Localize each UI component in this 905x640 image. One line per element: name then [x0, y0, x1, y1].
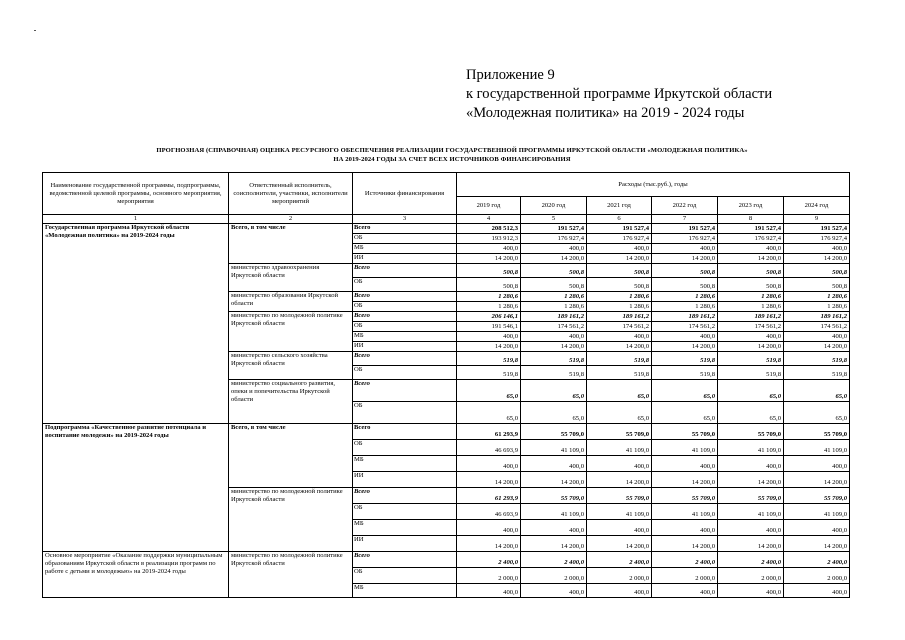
- value-cell: 65,0: [718, 380, 784, 402]
- program-name-cell: Подпрограмма «Качественное развитие потенциала и воспитание молодежи» на 2019-2024 годы: [43, 424, 229, 552]
- column-number: 7: [652, 215, 718, 224]
- value-cell: 46 693,9: [457, 440, 521, 456]
- value-cell: 41 109,0: [587, 504, 652, 520]
- executor-cell: Всего, в том числе: [229, 424, 353, 488]
- value-cell: 65,0: [587, 380, 652, 402]
- value-cell: 519,8: [457, 352, 521, 366]
- value-cell: 174 561,2: [587, 322, 652, 332]
- value-cell: 400,0: [784, 520, 850, 536]
- value-cell: 519,8: [587, 352, 652, 366]
- source-cell: ОБ: [353, 568, 457, 584]
- source-cell: ОБ: [353, 278, 457, 292]
- value-cell: 55 709,0: [652, 488, 718, 504]
- value-cell: 14 200,0: [652, 472, 718, 488]
- table-row: [43, 224, 850, 234]
- value-cell: 55 709,0: [587, 488, 652, 504]
- table-row: [43, 552, 850, 568]
- value-cell: 1 280,6: [457, 292, 521, 302]
- value-cell: 65,0: [587, 402, 652, 424]
- funding-table: [42, 172, 850, 598]
- value-cell: 2 400,0: [784, 552, 850, 568]
- value-cell: 519,8: [652, 366, 718, 380]
- executor-cell: министерство по молодежной политике Иркутской области: [229, 312, 353, 352]
- source-cell: Всего: [353, 224, 457, 234]
- value-cell: 400,0: [718, 332, 784, 342]
- value-cell: 2 400,0: [718, 552, 784, 568]
- value-cell: 400,0: [521, 456, 587, 472]
- header-year: 2019 год: [457, 197, 521, 215]
- source-cell: ОБ: [353, 366, 457, 380]
- header-executor: Ответственный исполнитель, соисполнители, участники, исполнители мероприятий: [229, 173, 353, 215]
- value-cell: 176 927,4: [784, 234, 850, 244]
- source-cell: Всего: [353, 292, 457, 302]
- value-cell: 65,0: [521, 380, 587, 402]
- value-cell: 65,0: [718, 402, 784, 424]
- value-cell: 174 561,2: [718, 322, 784, 332]
- appendix-line-2: к государственной программе Иркутской области: [466, 86, 773, 102]
- value-cell: 519,8: [784, 352, 850, 366]
- value-cell: 14 200,0: [521, 254, 587, 264]
- executor-cell: министерство социального развития, опеки и попечительства Иркутской области: [229, 380, 353, 424]
- value-cell: 400,0: [718, 584, 784, 598]
- value-cell: 1 280,6: [587, 302, 652, 312]
- value-cell: 174 561,2: [521, 322, 587, 332]
- value-cell: 55 709,0: [587, 424, 652, 440]
- value-cell: 1 280,6: [521, 302, 587, 312]
- value-cell: 176 927,4: [587, 234, 652, 244]
- value-cell: 400,0: [457, 520, 521, 536]
- source-cell: ОБ: [353, 322, 457, 332]
- value-cell: 1 280,6: [652, 302, 718, 312]
- value-cell: 208 512,3: [457, 224, 521, 234]
- value-cell: 14 200,0: [784, 342, 850, 352]
- value-cell: 400,0: [784, 244, 850, 254]
- value-cell: 14 200,0: [784, 536, 850, 552]
- value-cell: 41 109,0: [521, 440, 587, 456]
- value-cell: 400,0: [652, 584, 718, 598]
- value-cell: 41 109,0: [718, 440, 784, 456]
- source-cell: ИИ: [353, 342, 457, 352]
- value-cell: 189 161,2: [718, 312, 784, 322]
- value-cell: 2 000,0: [587, 568, 652, 584]
- value-cell: 1 280,6: [718, 292, 784, 302]
- value-cell: 191 527,4: [587, 224, 652, 234]
- value-cell: 55 709,0: [521, 488, 587, 504]
- value-cell: 14 200,0: [652, 254, 718, 264]
- value-cell: 41 109,0: [652, 504, 718, 520]
- value-cell: 55 709,0: [784, 488, 850, 504]
- source-cell: Всего: [353, 424, 457, 440]
- source-cell: ОБ: [353, 402, 457, 424]
- value-cell: 2 000,0: [784, 568, 850, 584]
- column-number: 4: [457, 215, 521, 224]
- value-cell: 2 400,0: [457, 552, 521, 568]
- header-expenses: Расходы (тыс.руб.), годы: [457, 173, 850, 197]
- value-cell: 2 000,0: [718, 568, 784, 584]
- value-cell: 1 280,6: [718, 302, 784, 312]
- header-source: Источники финансирования: [353, 173, 457, 215]
- value-cell: 61 293,9: [457, 424, 521, 440]
- value-cell: 400,0: [457, 456, 521, 472]
- value-cell: 400,0: [587, 584, 652, 598]
- source-cell: МБ: [353, 520, 457, 536]
- value-cell: 519,8: [521, 366, 587, 380]
- value-cell: 400,0: [457, 584, 521, 598]
- value-cell: 41 109,0: [652, 440, 718, 456]
- value-cell: 400,0: [521, 520, 587, 536]
- value-cell: 55 709,0: [521, 424, 587, 440]
- value-cell: 2 400,0: [587, 552, 652, 568]
- value-cell: 2 400,0: [652, 552, 718, 568]
- value-cell: 65,0: [457, 380, 521, 402]
- value-cell: 174 561,2: [784, 322, 850, 332]
- value-cell: 41 109,0: [718, 504, 784, 520]
- source-cell: Всего: [353, 264, 457, 278]
- value-cell: 400,0: [521, 584, 587, 598]
- value-cell: 14 200,0: [587, 342, 652, 352]
- value-cell: 400,0: [718, 520, 784, 536]
- value-cell: 400,0: [521, 244, 587, 254]
- value-cell: 41 109,0: [784, 440, 850, 456]
- source-cell: ОБ: [353, 504, 457, 520]
- value-cell: 400,0: [718, 456, 784, 472]
- executor-cell: министерство образования Иркутской области: [229, 292, 353, 312]
- program-name-cell: Государственная программа Иркутской области «Молодежная политика» на 2019-2024 годы: [43, 224, 229, 424]
- value-cell: 41 109,0: [521, 504, 587, 520]
- value-cell: 400,0: [652, 332, 718, 342]
- value-cell: 189 161,2: [652, 312, 718, 322]
- table-row: [43, 424, 850, 440]
- source-cell: ОБ: [353, 302, 457, 312]
- appendix-line-3: «Молодежная политика» на 2019 - 2024 годы: [466, 105, 745, 121]
- value-cell: 191 546,1: [457, 322, 521, 332]
- column-number: 5: [521, 215, 587, 224]
- value-cell: 500,8: [784, 264, 850, 278]
- value-cell: 191 527,4: [652, 224, 718, 234]
- value-cell: 14 200,0: [521, 536, 587, 552]
- value-cell: 41 109,0: [587, 440, 652, 456]
- value-cell: 191 527,4: [718, 224, 784, 234]
- column-number: 8: [718, 215, 784, 224]
- value-cell: 500,8: [652, 278, 718, 292]
- value-cell: 519,8: [784, 366, 850, 380]
- header-year: 2021 год: [587, 197, 652, 215]
- value-cell: 2 000,0: [652, 568, 718, 584]
- column-number: 6: [587, 215, 652, 224]
- value-cell: 14 200,0: [652, 536, 718, 552]
- value-cell: 500,8: [587, 264, 652, 278]
- value-cell: 500,8: [587, 278, 652, 292]
- document-title-line-2: НА 2019-2024 ГОДЫ ЗА СЧЕТ ВСЕХ ИСТОЧНИКОВ ФИНАНСИРОВАНИЯ: [333, 156, 571, 163]
- executor-cell: министерство здравоохранения Иркутской области: [229, 264, 353, 292]
- value-cell: 14 200,0: [718, 342, 784, 352]
- source-cell: МБ: [353, 332, 457, 342]
- value-cell: 1 280,6: [587, 292, 652, 302]
- value-cell: 400,0: [784, 332, 850, 342]
- source-cell: Всего: [353, 380, 457, 402]
- source-cell: МБ: [353, 456, 457, 472]
- value-cell: 519,8: [521, 352, 587, 366]
- value-cell: 500,8: [521, 278, 587, 292]
- value-cell: 176 927,4: [652, 234, 718, 244]
- value-cell: 206 146,1: [457, 312, 521, 322]
- value-cell: 500,8: [521, 264, 587, 278]
- executor-cell: министерство по молодежной политике Иркутской области: [229, 488, 353, 552]
- value-cell: 65,0: [521, 402, 587, 424]
- column-number: 9: [784, 215, 850, 224]
- column-number: 1: [43, 215, 229, 224]
- value-cell: 55 709,0: [718, 488, 784, 504]
- value-cell: 65,0: [652, 380, 718, 402]
- value-cell: 519,8: [457, 366, 521, 380]
- value-cell: 14 200,0: [457, 536, 521, 552]
- column-number: 2: [229, 215, 353, 224]
- executor-cell: министерство сельского хозяйства Иркутской области: [229, 352, 353, 380]
- source-cell: Всего: [353, 488, 457, 504]
- column-number: 3: [353, 215, 457, 224]
- executor-cell: Всего, в том числе: [229, 224, 353, 264]
- value-cell: 400,0: [587, 244, 652, 254]
- value-cell: 14 200,0: [784, 254, 850, 264]
- value-cell: 46 693,9: [457, 504, 521, 520]
- value-cell: 400,0: [587, 520, 652, 536]
- header-year: 2023 год: [718, 197, 784, 215]
- value-cell: 14 200,0: [587, 254, 652, 264]
- value-cell: 519,8: [718, 352, 784, 366]
- value-cell: 14 200,0: [784, 472, 850, 488]
- value-cell: 191 527,4: [521, 224, 587, 234]
- value-cell: 400,0: [652, 456, 718, 472]
- value-cell: 55 709,0: [784, 424, 850, 440]
- value-cell: 519,8: [652, 352, 718, 366]
- value-cell: 174 561,2: [652, 322, 718, 332]
- program-name-cell: Основное мероприятие «Оказание поддержки муниципальным образованиям Иркутской области в реализации программ по работе с детьми и молодежью» на 2019-2024 годы: [43, 552, 229, 598]
- value-cell: 14 200,0: [718, 536, 784, 552]
- value-cell: 500,8: [784, 278, 850, 292]
- value-cell: 61 293,9: [457, 488, 521, 504]
- value-cell: 400,0: [521, 332, 587, 342]
- value-cell: 14 200,0: [587, 472, 652, 488]
- scan-speck: [34, 30, 36, 31]
- value-cell: 519,8: [718, 366, 784, 380]
- value-cell: 191 527,4: [784, 224, 850, 234]
- source-cell: ИИ: [353, 254, 457, 264]
- value-cell: 65,0: [457, 402, 521, 424]
- value-cell: 14 200,0: [457, 472, 521, 488]
- header-year: 2022 год: [652, 197, 718, 215]
- header-name: Наименование государственной программы, подпрограммы, ведомственной целевой программы, основного мероприятия, мероприятия: [43, 173, 229, 215]
- source-cell: Всего: [353, 552, 457, 568]
- source-cell: МБ: [353, 244, 457, 254]
- value-cell: 400,0: [587, 332, 652, 342]
- value-cell: 400,0: [457, 244, 521, 254]
- value-cell: 176 927,4: [521, 234, 587, 244]
- value-cell: 500,8: [457, 278, 521, 292]
- value-cell: 189 161,2: [521, 312, 587, 322]
- value-cell: 500,8: [718, 264, 784, 278]
- value-cell: 65,0: [784, 380, 850, 402]
- value-cell: 500,8: [457, 264, 521, 278]
- value-cell: 193 912,3: [457, 234, 521, 244]
- value-cell: 65,0: [784, 402, 850, 424]
- value-cell: 189 161,2: [784, 312, 850, 322]
- value-cell: 14 200,0: [457, 254, 521, 264]
- source-cell: ОБ: [353, 440, 457, 456]
- value-cell: 14 200,0: [652, 342, 718, 352]
- source-cell: Всего: [353, 312, 457, 322]
- value-cell: 14 200,0: [521, 472, 587, 488]
- appendix-heading: [466, 66, 772, 123]
- column-number-row: [43, 215, 850, 224]
- value-cell: 1 280,6: [521, 292, 587, 302]
- value-cell: 2 400,0: [521, 552, 587, 568]
- value-cell: 400,0: [587, 456, 652, 472]
- executor-cell: министерство по молодежной политике Иркутской области: [229, 552, 353, 598]
- appendix-line-1: Приложение 9: [466, 67, 555, 83]
- source-cell: ИИ: [353, 472, 457, 488]
- value-cell: 55 709,0: [718, 424, 784, 440]
- value-cell: 14 200,0: [521, 342, 587, 352]
- document-title-line-1: ПРОГНОЗНАЯ (СПРАВОЧНАЯ) ОЦЕНКА РЕСУРСНОГО ОБЕСПЕЧЕНИЯ РЕАЛИЗАЦИИ ГОСУДАРСТВЕННОЙ ПРОГРАММЫ ИРКУТСКОЙ ОБЛАСТИ «МОЛОДЕЖНАЯ ПОЛИТИКА»: [156, 147, 748, 154]
- value-cell: 189 161,2: [587, 312, 652, 322]
- value-cell: 1 280,6: [652, 292, 718, 302]
- value-cell: 400,0: [718, 244, 784, 254]
- value-cell: 1 280,6: [457, 302, 521, 312]
- source-cell: МБ: [353, 584, 457, 598]
- value-cell: 14 200,0: [718, 254, 784, 264]
- value-cell: 519,8: [587, 366, 652, 380]
- value-cell: 2 000,0: [457, 568, 521, 584]
- value-cell: 400,0: [457, 332, 521, 342]
- value-cell: 1 280,6: [784, 302, 850, 312]
- header-year: 2024 год: [784, 197, 850, 215]
- value-cell: 400,0: [784, 456, 850, 472]
- value-cell: 400,0: [652, 244, 718, 254]
- value-cell: 65,0: [652, 402, 718, 424]
- value-cell: 14 200,0: [718, 472, 784, 488]
- value-cell: 400,0: [652, 520, 718, 536]
- document-title: [40, 146, 864, 164]
- value-cell: 400,0: [784, 584, 850, 598]
- value-cell: 2 000,0: [521, 568, 587, 584]
- value-cell: 14 200,0: [457, 342, 521, 352]
- value-cell: 14 200,0: [587, 536, 652, 552]
- source-cell: Всего: [353, 352, 457, 366]
- source-cell: ОБ: [353, 234, 457, 244]
- value-cell: 176 927,4: [718, 234, 784, 244]
- value-cell: 500,8: [652, 264, 718, 278]
- source-cell: ИИ: [353, 536, 457, 552]
- header-year: 2020 год: [521, 197, 587, 215]
- value-cell: 1 280,6: [784, 292, 850, 302]
- value-cell: 55 709,0: [652, 424, 718, 440]
- value-cell: 500,8: [718, 278, 784, 292]
- value-cell: 41 109,0: [784, 504, 850, 520]
